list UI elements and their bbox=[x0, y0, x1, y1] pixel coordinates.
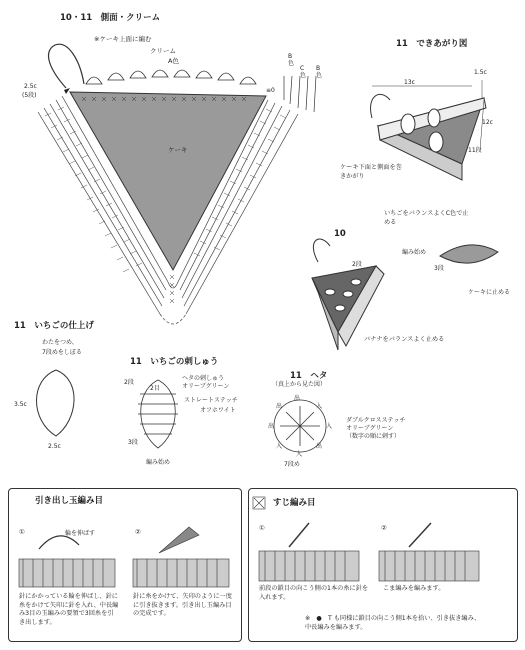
section-title-embroidery: 11 いちごの刺しゅう bbox=[130, 357, 219, 367]
hanging-loop bbox=[49, 44, 84, 88]
label-b2c: 色 bbox=[316, 72, 323, 79]
box-left-step1-text: 針にかかっている輪を伸ばし、針に糸をかけて矢印に針を入れ、中長編み3目の玉編みの要領で3回糸を引き出します。 bbox=[19, 593, 119, 626]
label-extend-loop: 輪を伸ばす bbox=[65, 530, 96, 537]
box-left-step2-text: 針に糸をかけて、矢印のように一度に引き抜きます。引き出し玉編み目の完成です。 bbox=[133, 593, 232, 617]
note-cake-top: ※ケーキ上面に編む bbox=[94, 35, 152, 43]
label-start: ≡0 bbox=[266, 87, 275, 94]
label-off-white: オフホワイト bbox=[200, 407, 236, 414]
label-rows: (5段) bbox=[22, 92, 37, 99]
dim-thickness: 1.5c bbox=[474, 69, 487, 76]
box-left-title: 引き出し玉編み目 bbox=[35, 496, 104, 506]
label-color-a: A色 bbox=[168, 57, 179, 65]
heta-num-3: 入 bbox=[316, 403, 323, 410]
label-b2: B bbox=[316, 65, 321, 72]
box-back-loop-stitch bbox=[248, 488, 518, 642]
box-left-step2: ② bbox=[135, 528, 141, 536]
section-title-finished: 11 できあがり図 bbox=[396, 39, 468, 49]
label-order: （数字の順に刺す） bbox=[346, 433, 401, 440]
label-row2: 2段 bbox=[124, 379, 134, 386]
heta-num-1: 出 bbox=[294, 395, 301, 402]
heta-num-2: 出 bbox=[276, 403, 283, 410]
note-gather: 7段めをしぼる bbox=[42, 349, 82, 356]
label-height: 2.5c bbox=[24, 83, 37, 90]
box-right-title: すじ編み目 bbox=[273, 498, 316, 508]
box-right-step2-text: こま編みを編みます。 bbox=[383, 585, 445, 592]
label-10-rows: 2段 bbox=[352, 261, 362, 268]
dim-strawberry-h: 3.5c bbox=[14, 401, 27, 408]
label-olive: オリーブグリーン bbox=[182, 383, 230, 390]
label-heta-olive: オリーブグリーン bbox=[346, 425, 394, 432]
label-row3: 3段 bbox=[128, 439, 138, 446]
section-title-side: 10・11 側面・クリーム bbox=[60, 13, 161, 23]
label-b1c: 色 bbox=[288, 60, 295, 67]
banana bbox=[440, 245, 498, 263]
box-right-step1: ① bbox=[259, 524, 265, 532]
heta-num-7: 出 bbox=[316, 443, 323, 450]
box-pulled-bobble bbox=[8, 488, 242, 642]
box-right-note: ※ ● T も同様に鎖目の向こう側1本を拾い、引き抜き編み、中長編みを編みます。 bbox=[305, 615, 481, 631]
dim-strawberry-w: 2.5c bbox=[48, 443, 61, 450]
label-banana-rows: 3段 bbox=[434, 265, 444, 272]
strawberry-outline bbox=[37, 370, 75, 436]
heta-num-5: 入 bbox=[326, 423, 333, 430]
cake-triangle bbox=[70, 92, 266, 270]
label-banana-stop: ケーキに止める bbox=[468, 289, 511, 296]
dim-length: 12c bbox=[482, 119, 493, 126]
heta-num-6: 入 bbox=[276, 443, 283, 450]
label-straight-stitch: ストレートステッチ bbox=[184, 397, 238, 404]
label-double-cross: ダブルクロスステッチ bbox=[346, 417, 406, 424]
note-banana-stop: バナナをバランスよく止める bbox=[364, 336, 445, 343]
box-left-step1: ① bbox=[19, 528, 25, 536]
box-right-step2: ② bbox=[381, 524, 387, 532]
dim-rows: 11段 bbox=[468, 147, 482, 154]
label-cc: 色 bbox=[300, 72, 307, 79]
cake-10 bbox=[312, 239, 384, 350]
label-embroidery-start: 編み始め bbox=[146, 459, 171, 466]
section-title-10: 10 bbox=[334, 229, 346, 239]
label-heta-rows: 7段め bbox=[284, 461, 300, 468]
heta-num-8: 入 bbox=[296, 451, 303, 458]
note-stuff: わたをつめ、 bbox=[42, 339, 78, 346]
note-whip-stitch: ケーキ下面と側面を巻きかがり bbox=[340, 164, 402, 180]
note-strawberry-stop: いちごをバランスよくC色で止める bbox=[384, 210, 469, 226]
section-title-strawberry-finish: 11 いちごの仕上げ bbox=[14, 321, 94, 331]
heta-num-4: 出 bbox=[268, 423, 275, 430]
label-row2-stitch: 2目 bbox=[150, 385, 160, 392]
label-b1: B bbox=[288, 53, 293, 60]
heta-subtitle: （真上から見た図） bbox=[272, 381, 327, 388]
box-right-step1-text: 前段の鎖目の向こう側の1本の糸に針を入れます。 bbox=[259, 585, 369, 601]
label-stem-embroidery: ヘタの刺しゅう bbox=[182, 375, 225, 382]
cream-shells bbox=[86, 70, 256, 84]
label-banana-start: 編み始め bbox=[402, 249, 427, 256]
label-cream: クリーム bbox=[150, 47, 176, 55]
label-cake: ケーキ bbox=[168, 146, 188, 154]
label-c: C bbox=[300, 65, 305, 72]
section-title-heta: 11 ヘタ bbox=[290, 371, 328, 381]
dim-width: 13c bbox=[404, 79, 415, 86]
